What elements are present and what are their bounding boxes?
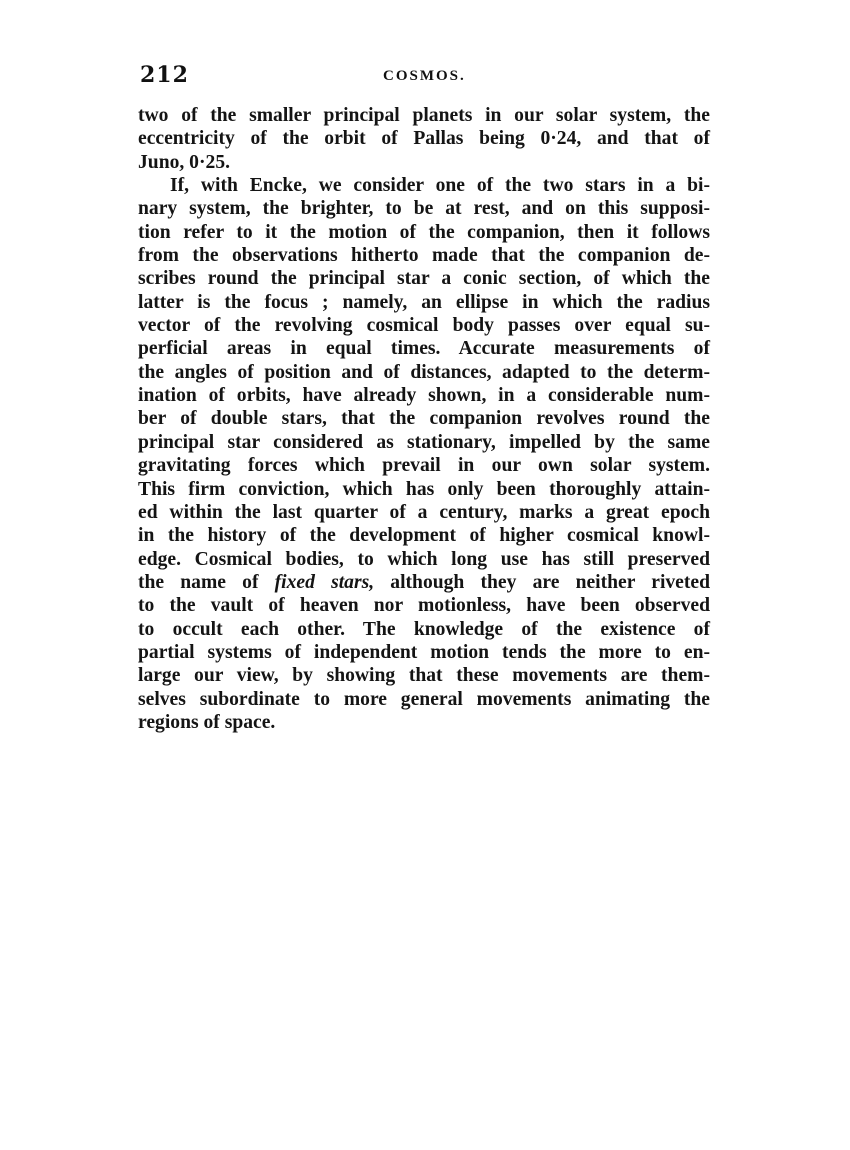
text-line: large our view, by showing that these movements are them- — [138, 665, 710, 687]
text-line: This firm conviction, which has only been thoroughly attain- — [138, 478, 710, 500]
text-line: in the history of the development of higher cosmical knowl- — [138, 525, 710, 547]
text-line: from the observations hitherto made that the companion de- — [138, 245, 710, 267]
text-line: to occult each other. The knowledge of the existence of — [138, 618, 710, 640]
text-line: edge. Cosmical bodies, to which long use has still preserved — [138, 548, 710, 570]
text-line: two of the smaller principal planets in our solar system, the — [138, 105, 710, 126]
text-line: regions of space. — [138, 711, 276, 733]
running-title: COSMOS. — [383, 68, 466, 84]
text-line: to the vault of heaven nor motionless, have been observed — [138, 595, 710, 617]
text-line: eccentricity of the orbit of Pallas being 0·24, and that of — [138, 128, 710, 150]
body-text — [138, 104, 710, 734]
text-line: tion refer to it the motion of the companion, then it follows — [138, 221, 710, 243]
text-line: perficial areas in equal times. Accurate measurements of — [138, 338, 710, 360]
text-line: scribes round the principal star a conic section, of which the — [138, 268, 710, 290]
text-line: vector of the revolving cosmical body passes over equal su- — [138, 315, 710, 337]
text-line: ber of double stars, that the companion revolves round the — [138, 408, 710, 430]
text-fragment: the name of — [138, 571, 275, 593]
italic-term: fixed stars, — [274, 571, 375, 593]
text-line: selves subordinate to more general movements animating the — [138, 688, 710, 710]
text-line: ination of orbits, have already shown, in a considerable num- — [138, 385, 710, 407]
text-line: principal star considered as stationary, impelled by the same — [138, 431, 710, 453]
page-number: 212 — [140, 62, 189, 88]
text-line: the angles of position and of distances, adapted to the determ- — [138, 361, 710, 383]
running-head — [140, 62, 712, 92]
text-line: nary system, the brighter, to be at rest, and on this supposi- — [138, 198, 710, 220]
text-line-fixed-stars — [138, 571, 710, 594]
text-line: partial systems of independent motion tends the more to en- — [138, 641, 710, 663]
text-fragment: although they are neither riveted — [374, 571, 711, 593]
text-line: gravitating forces which prevail in our own solar system. — [138, 455, 710, 477]
text-line: latter is the focus ; namely, an ellipse in which the radius — [138, 291, 710, 313]
text-line: Juno, 0·25. — [138, 151, 231, 173]
text-line: If, with Encke, we consider one of the two stars in a bi- — [170, 175, 710, 197]
text-line: ed within the last quarter of a century, marks a great epoch — [138, 501, 710, 523]
